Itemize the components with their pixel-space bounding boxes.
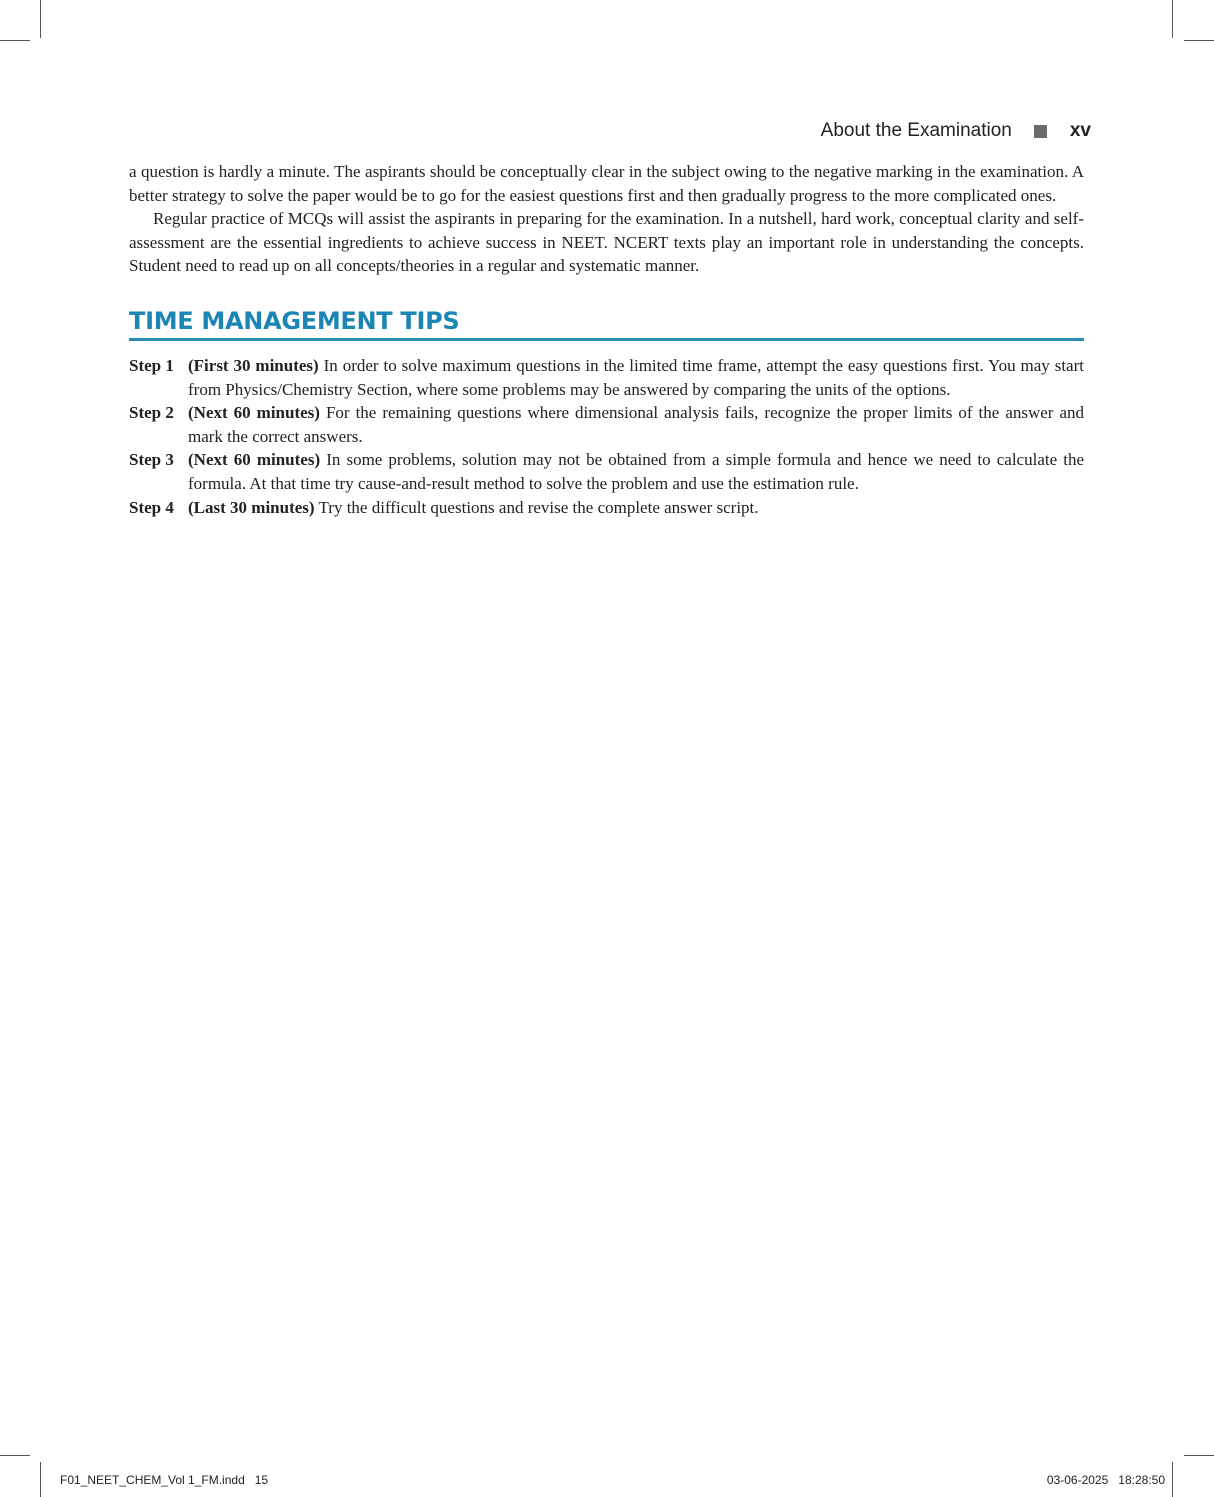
step-description [188,354,1084,401]
step-description [188,496,1084,520]
slug-timestamp [1047,1473,1165,1487]
steps-list [129,354,1084,519]
body-paragraph: a question is hardly a minute. The aspirants should be conceptually clear in the subject owing to the negative marking in the examination. A better strategy to solve the paper would be to go for the easiest questions first and then gradually progress to the more complicated ones. [129,162,1084,205]
step-text: Try the difficult questions and revise the complete answer script. [318,497,759,517]
step-text: In order to solve maximum questions in the limited time frame, attempt the easy questions first. You may start from Physics/Chemistry Section, where some problems may be answered by comparing the units of the options. [188,355,1084,399]
step-time: (Next 60 minutes) [188,403,320,423]
step-item [129,354,1084,401]
page-number: xv [1069,120,1091,141]
crop-mark-bottom-right [1184,1455,1214,1456]
step-time: (First 30 minutes) [188,355,319,375]
step-time: (Next 60 minutes) [188,450,321,470]
square-marker-icon [1034,125,1047,138]
crop-mark-top-left [0,40,30,41]
slug-page: 15 [254,1473,269,1487]
crop-mark-bottom-left [0,1455,30,1456]
crop-mark-bottom-right [1172,1462,1173,1497]
slug-filename: F01_NEET_CHEM_Vol 1_FM.indd [60,1473,245,1487]
step-item [129,448,1084,495]
running-head-section: About the Examination [820,120,1012,141]
step-label: Step 2 [129,403,174,423]
step-description [188,401,1084,448]
step-text: For the remaining questions where dimensional analysis fails, recognize the proper limits of the answer and mark the correct answers. [188,403,1085,446]
step-text: In some problems, solution may not be obtained from a simple formula and hence we need to calculate the formula. At that time try cause-and-result method to solve the problem and use the estimation rule. [188,450,1084,493]
section-heading: TIME MANAGEMENT TIPS [129,306,1084,341]
step-item [129,401,1084,448]
body-paragraph: Regular practice of MCQs will assist the aspirants in preparing for the examination. In a nutshell, hard work, conceptual clarity and self-assessment are the essential ingredients to achieve success in NEET. NCERT texts play an important role in understanding the concepts. Student need to read up on all concepts/theories in a regular and systematic manner. [129,209,1084,276]
step-time: (Last 30 minutes) [188,497,315,517]
crop-mark-bottom-left [40,1462,41,1497]
crop-mark-top-right [1172,0,1173,38]
slug-time: 18:28:50 [1118,1473,1165,1487]
step-label: Step 3 [129,450,174,470]
page-content [129,160,1084,519]
slug-file-info [60,1473,268,1487]
crop-mark-top-right [1184,40,1214,41]
slug-date: 03-06-2025 [1046,1473,1109,1487]
crop-mark-top-left [40,0,41,38]
step-description [188,448,1084,495]
step-label: Step 1 [129,355,174,375]
running-head [821,120,1091,142]
step-item [129,496,1084,520]
step-label: Step 4 [129,497,174,517]
